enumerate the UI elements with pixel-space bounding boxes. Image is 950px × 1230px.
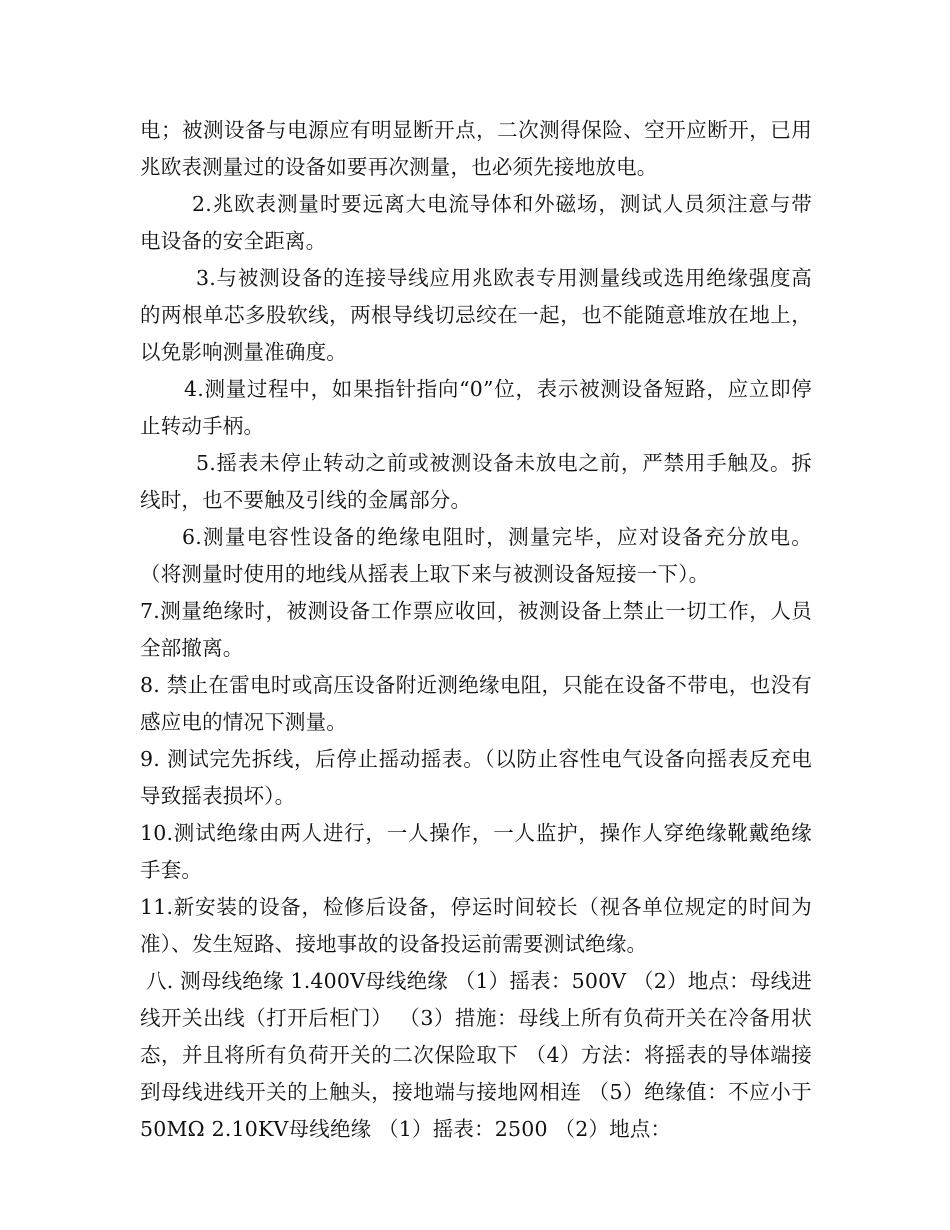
document-page: [140, 112, 812, 1148]
paragraph-item-2: 2.兆欧表测量时要远离大电流导体和外磁场，测试人员须注意与带电设备的安全距离。: [140, 192, 812, 253]
paragraph-continuation: 电；被测设备与电源应有明显断开点，二次测得保险、空开应断开，已用兆欧表测量过的设备如要再次测量，也必须先接地放电。: [140, 118, 812, 179]
paragraph-item-4: 4.测量过程中，如果指针指向“0”位，表示被测设备短路，应立即停止转动手柄。: [140, 377, 812, 438]
paragraph-item-10: 10.测试绝缘由两人进行，一人操作，一人监护，操作人穿绝缘靴戴绝缘手套。: [140, 821, 812, 882]
paragraph-item-7: 7.测量绝缘时，被测设备工作票应收回，被测设备上禁止一切工作，人员全部撤离。: [140, 599, 812, 660]
paragraph-item-11: 11.新安装的设备，检修后设备，停运时间较长（视各单位规定的时间为准）、发生短路、接地事故的设备投运前需要测试绝缘。: [140, 895, 812, 956]
paragraph-item-6: 6.测量电容性设备的绝缘电阻时，测量完毕，应对设备充分放电。（将测量时使用的地线从摇表上取下来与被测设备短接一下）。: [140, 525, 812, 586]
paragraph-item-3: 3.与被测设备的连接导线应用兆欧表专用测量线或选用绝缘强度高的两根单芯多股软线，两根导线切忌绞在一起，也不能随意堆放在地上，以免影响测量准确度。: [140, 266, 812, 364]
paragraph-item-9: 9. 测试完先拆线，后停止摇动摇表。（以防止容性电气设备向摇表反充电导致摇表损坏）。: [140, 747, 812, 808]
paragraph-item-8: 8. 禁止在雷电时或高压设备附近测绝缘电阻，只能在设备不带电，也没有感应电的情况下测量。: [140, 673, 812, 734]
paragraph-section-8: 八. 测母线绝缘 1.400V母线绝缘 （1）摇表：500V （2）地点：母线进线开关出线（打开后柜门） （3）措施：母线上所有负荷开关在冷备用状态，并且将所有负荷开关的二次保险取下 （4）方法：将摇表的导体端接到母线进线开关的上触头，接地端与接地网相连 （5）绝缘值：不应小于50MΩ 2.10KV母线绝缘 （1）摇表：2500 （2）地点：: [140, 969, 812, 1141]
paragraph-item-5: 5.摇表未停止转动之前或被测设备未放电之前，严禁用手触及。拆线时，也不要触及引线的金属部分。: [140, 451, 812, 512]
